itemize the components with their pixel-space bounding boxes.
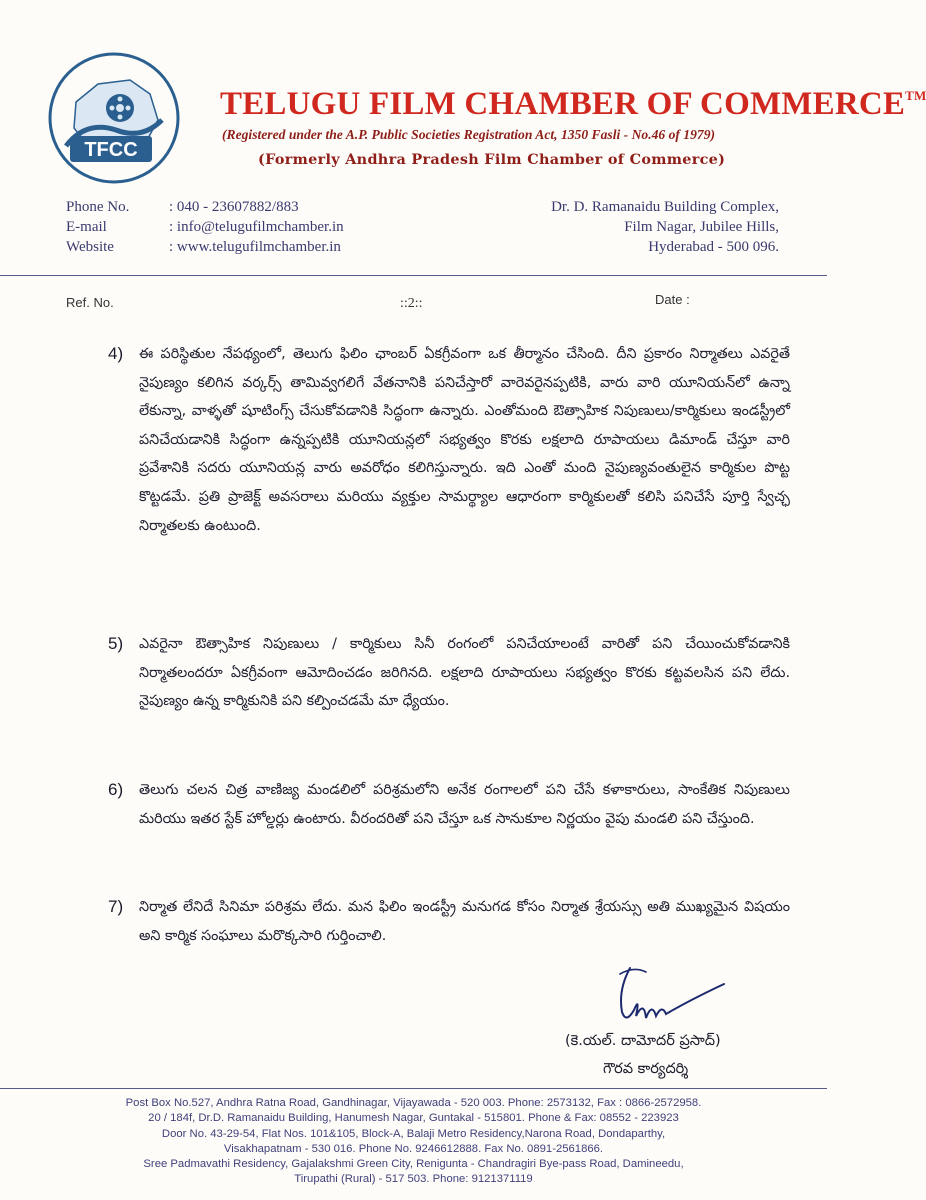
page-marker: ::2:: bbox=[400, 296, 423, 311]
paragraph-5 bbox=[100, 630, 790, 716]
paragraph-4 bbox=[100, 340, 790, 540]
formerly-line: (Formerly Andhra Pradesh Film Chamber of Commerce) bbox=[258, 151, 726, 168]
organization-name: TELUGU FILM CHAMBER OF COMMERCE™ bbox=[220, 86, 926, 122]
footer-line: Visakhapatnam - 530 016. Phone No. 9246612888. Fax No. 0891-2561866. bbox=[223, 1142, 604, 1155]
address-line: Film Nagar, Jubilee Hills, bbox=[624, 219, 779, 235]
paragraph-number: 4) bbox=[108, 344, 124, 363]
contact-block bbox=[66, 197, 344, 257]
footer-line: Post Box No.527, Andhra Ratna Road, Gandhinagar, Vijayawada - 520 003. Phone: 2573132, Fax : 0866-2572958. bbox=[125, 1097, 702, 1109]
contact-website: Website : www.telugufilmchamber.in bbox=[66, 239, 341, 255]
footer-line: Tirupathi (Rural) - 517 503. Phone: 9121371119 bbox=[294, 1173, 533, 1186]
trademark-mark: TM bbox=[905, 88, 926, 103]
signatory-title: గౌరవ కార్యదర్శి bbox=[603, 1061, 689, 1077]
paragraph-6 bbox=[100, 776, 790, 833]
paragraph-number: 5) bbox=[108, 634, 124, 653]
footer-line: 20 / 184f, Dr.D. Ramanaidu Building, Hanumesh Nagar, Guntakal - 515801. Phone & Fax: 08552 - 223923 bbox=[148, 1112, 679, 1125]
signature-scribble bbox=[600, 960, 730, 1030]
address-line: Hyderabad - 500 096. bbox=[648, 239, 779, 255]
paragraph-text: నిర్మాత లేనిదే సినిమా పరిశ్రమ లేదు. మన ఫిలిం ఇండస్ట్రీ మనుగడ కోసం నిర్మాత శ్రేయస్సు అతి ముఖ్యమైన విషయం అని కార్మిక సంఘాలు మరొక్కసారి గుర్తించాలి. bbox=[139, 899, 790, 944]
footer-line: Sree Padmavathi Residency, Gajalakshmi Green City, Renigunta - Chandragiri Bye-pass Road, Damineedu, bbox=[143, 1158, 684, 1171]
date-label: Date : bbox=[655, 292, 690, 307]
footer-line: Door No. 43-29-54, Flat Nos. 101&105, Block-A, Balaji Metro Residency,Narona Road, Dondaparthy, bbox=[161, 1127, 666, 1140]
logo-text: TFCC bbox=[84, 139, 138, 161]
paragraph-number: 7) bbox=[108, 897, 124, 916]
footer-divider bbox=[0, 1088, 827, 1089]
signatory-name: (కె.యల్. దామోదర్ ప్రసాద్) bbox=[565, 1033, 721, 1049]
contact-email: E-mail : info@telugufilmchamber.in bbox=[66, 219, 344, 235]
paragraph-text: ఈ పరిస్థితుల నేపథ్యంలో, తెలుగు ఫిలిం ఛాంబర్ ఏకగ్రీవంగా ఒక తీర్మానం చేసింది. దీని ప్రకారం నిర్మాతలు ఎవరైతే నైపుణ్యం కలిగిన వర్కర్స్ తామివ్వగలిగే వేతనానికి పనిచేస్తారో వారెవరైనప్పటికి, వారు వారి యూనియన్‌లో ఉన్నా లేకున్నా, వాళ్ళతో షూటింగ్స్ చేసుకోవడానికి సిద్ధంగా ఉన్నారు. ఎంతోమంది ఔత్సాహిక నిపుణులు/కార్మికులు ఇండస్ట్రీలో పనిచేయడానికి సిద్ధంగా ఉన్నప్పటికి యూనియన్లలో సభ్యత్వం కొరకు లక్షలాది రూపాయలు డిమాండ్ చేస్తూ వారి ప్రవేశానికి సదరు యూనియన్ల వారు అవరోధం కలిగిస్తున్నారు. ఇది ఎంతో మంది నైపుణ్యవంతులైన కార్మికుల పొట్ట కొట్టడమే. ప్రతి ప్రాజెక్ట్ అవసరాలు మరియు వ్యక్తుల సామర్థ్యాల ఆధారంగా కార్మికులతో కలిసి పనిచేసే పూర్తి స్వేచ్ఛ నిర్మాతలకు ఉంటుంది. bbox=[139, 346, 790, 534]
paragraph-text: ఎవరైనా ఔత్సాహిక నిపుణులు / కార్మికులు సినీ రంగంలో పనిచేయాలంటే వారితో పని చేయించుకోవడానికి నిర్మాతలందరూ ఏకగ్రీవంగా ఆమోదించడం జరిగినది. లక్షలాది రూపాయలు సభ్యత్వం కొరకు కట్టవలసిన పని లేదు. నైపుణ్యం ఉన్న కార్మికునికి పని కల్పించడమే మా ధ్యేయం. bbox=[139, 636, 790, 710]
address-block bbox=[551, 197, 779, 257]
contact-phone: Phone No. : 040 - 23607882/883 bbox=[66, 199, 299, 215]
address-line: Dr. D. Ramanaidu Building Complex, bbox=[551, 199, 779, 215]
tfcc-logo bbox=[46, 50, 182, 186]
ref-label: Ref. No. bbox=[66, 295, 114, 310]
footer-addresses bbox=[0, 1096, 827, 1188]
paragraph-text: తెలుగు చలన చిత్ర వాణిజ్య మండలిలో పరిశ్రమలోని అనేక రంగాలలో పని చేసే కళాకారులు, సాంకేతిక నిపుణులు మరియు ఇతర స్టేక్ హోల్డర్లు ఉంటారు. వీరందరితో పని చేస్తూ ఒక సానుకూల నిర్ణయం వైపు మండలి పని చేస్తుంది. bbox=[139, 782, 790, 827]
registration-line: (Registered under the A.P. Public Societies Registration Act, 1350 Fasli - No.46 of 1979) bbox=[222, 127, 716, 142]
paragraph-number: 6) bbox=[108, 780, 124, 799]
paragraph-7 bbox=[100, 893, 790, 950]
header-divider bbox=[0, 275, 827, 276]
